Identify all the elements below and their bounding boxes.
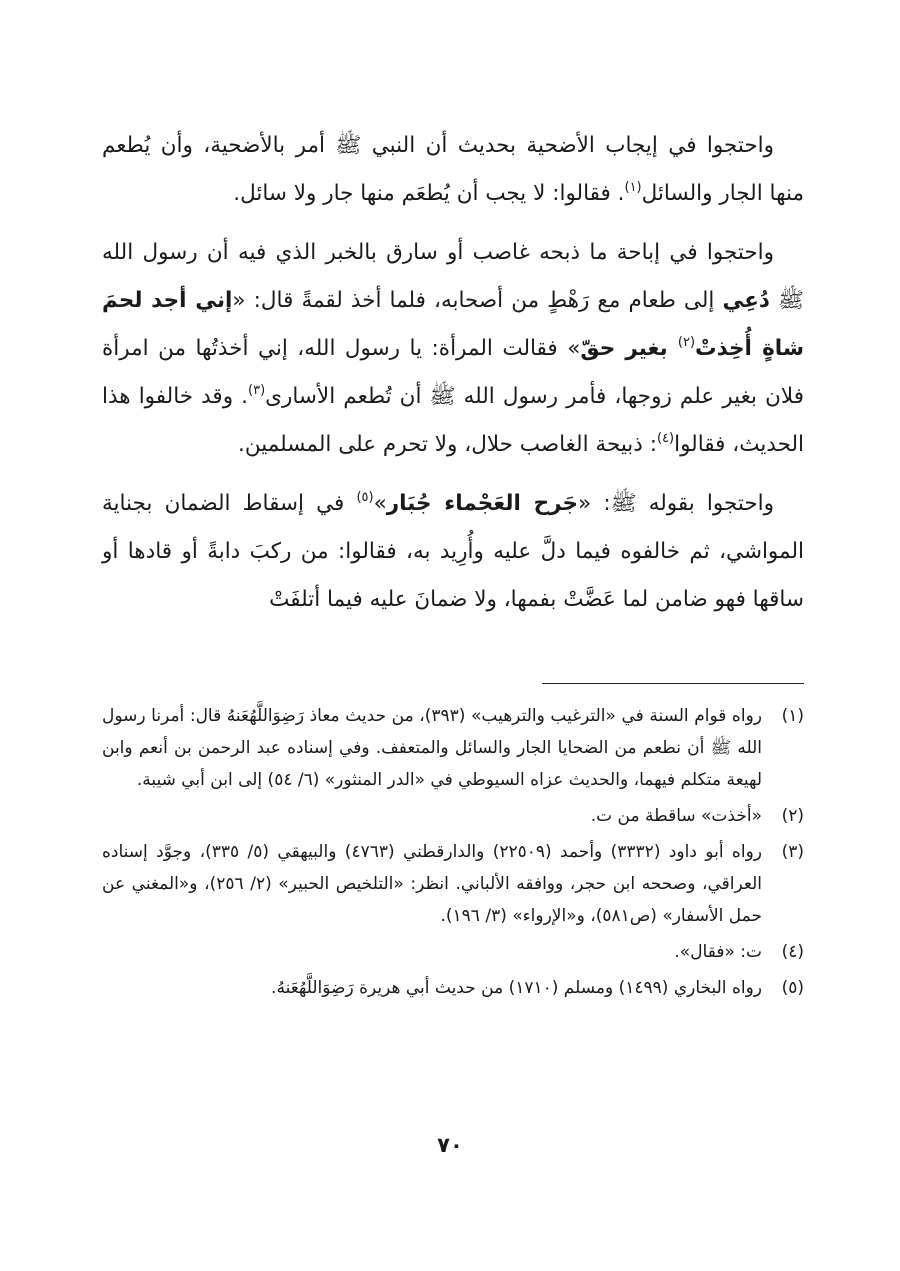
hadith-quote: دُعِي [722, 288, 770, 313]
footnote-text: رواه البخاري (١٤٩٩) ومسلم (١٧١٠) من حديث أبي هريرة رَضِوَاللَّهُعَنهُ. [271, 978, 762, 998]
paragraph-ajmaa [102, 480, 804, 624]
footnote [102, 700, 804, 796]
paragraph-ghasib [102, 229, 804, 469]
footnotes [102, 700, 804, 1008]
hadith-quote: جَرح العَجْماء جُبَار [386, 491, 579, 516]
footnote-ref[interactable]: (٣) [248, 383, 266, 398]
footnote-ref[interactable]: (٢) [677, 335, 696, 350]
footnote [102, 800, 804, 832]
text-run: . فقالوا: لا يجب أن يُطعَم منها جار ولا سائل. [233, 181, 625, 206]
hadith-quote: بغير حقّ [580, 336, 678, 361]
text-run: إلى طعام مع رَهْطٍ من أصحابه، فلما أخذ لقمةً قال: « [232, 288, 723, 313]
text-run: واحتجوا في إيجاب الأضحية بحديث أن النبي ﷺ أمر بالأضحية، وأن يُطعم منها الجار والسائل [102, 133, 804, 206]
text-run: : ذبيحة الغاصب حلال، ولا تحرم على المسلمين. [238, 432, 657, 457]
footnote-ref[interactable]: (٤) [656, 431, 675, 446]
footnote-number: (٥) [781, 978, 804, 998]
text-run: » [373, 491, 387, 516]
footnote-separator [542, 683, 804, 684]
text-run: واحتجوا في إباحة ما ذبحه غاصب أو سارق بالخبر الذي فيه أن رسول الله ﷺ [102, 240, 805, 313]
paragraph-udhiya [102, 122, 804, 218]
main-text [102, 122, 804, 635]
footnote [102, 936, 804, 968]
footnote [102, 836, 804, 932]
footnote-number: (١) [781, 706, 804, 726]
footnote-number: (٣) [781, 842, 804, 862]
text-run: واحتجوا بقوله ﷺ: « [578, 491, 775, 516]
footnote-text: ت: «فقال». [674, 942, 762, 962]
footnote [102, 972, 804, 1004]
footnote-text: رواه قوام السنة في «الترغيب والترهيب» (٣٩٣)، من حديث معاذ رَضِوَاللَّهُعَنهُ قال: أمرنا رسول الله ﷺ أن نطعم من الضحايا الجار والسائل والمتعفف. وفي إسناده عبد الرحمن بن أنعم وابن لهيعة متكلم فيهما، والحديث عزاه السيوطي في «الدر المنثور» (٦/ ٥٤) إلى ابن أبي شيبة. [102, 706, 762, 790]
page-number: ٧٠ [437, 1133, 463, 1157]
text-run: في إسقاط الضمان بجناية المواشي، ثم خالفوه فيما دلَّ عليه وأُرِيد به، فقالوا: من ركبَ دابةً أو قادها أو ساقها فهو ضامن لما عَضَّتْ بفمها، ولا ضمانَ عليه فيما أتلفَتْ [102, 491, 804, 612]
footnote-ref[interactable]: (١) [624, 180, 642, 195]
footnote-ref[interactable]: (٥) [356, 490, 374, 505]
footnote-text: «أخذت» ساقطة من ت. [590, 806, 762, 826]
text-run: » فقالت المرأة: يا رسول الله، إني أخذتُها من امرأة فلان بغير علم زوجها، فأمر رسول الله ﷺ أن تُطعم الأسارى [102, 336, 804, 409]
hadith-quote: إني أجد لحمَ شاةٍ أُخِذتْ [102, 288, 804, 361]
text-run: . وقد خالفوا هذا الحديث، فقالوا [102, 384, 804, 457]
footnote-number: (٤) [781, 942, 804, 962]
footnote-text: رواه أبو داود (٣٣٣٢) وأحمد (٢٢٥٠٩) والدارقطني (٤٧٦٣) والبيهقي (٥/ ٣٣٥)، وجوَّد إسناده العراقي، وصححه ابن حجر، ووافقه الألباني. انظر: «التلخيص الحبير» (٢/ ٢٥٦)، و«المغني عن حمل الأسفار» (ص٥٨١)، و«الإرواء» (٣/ ١٩٦). [102, 842, 762, 926]
footnote-number: (٢) [781, 806, 804, 826]
